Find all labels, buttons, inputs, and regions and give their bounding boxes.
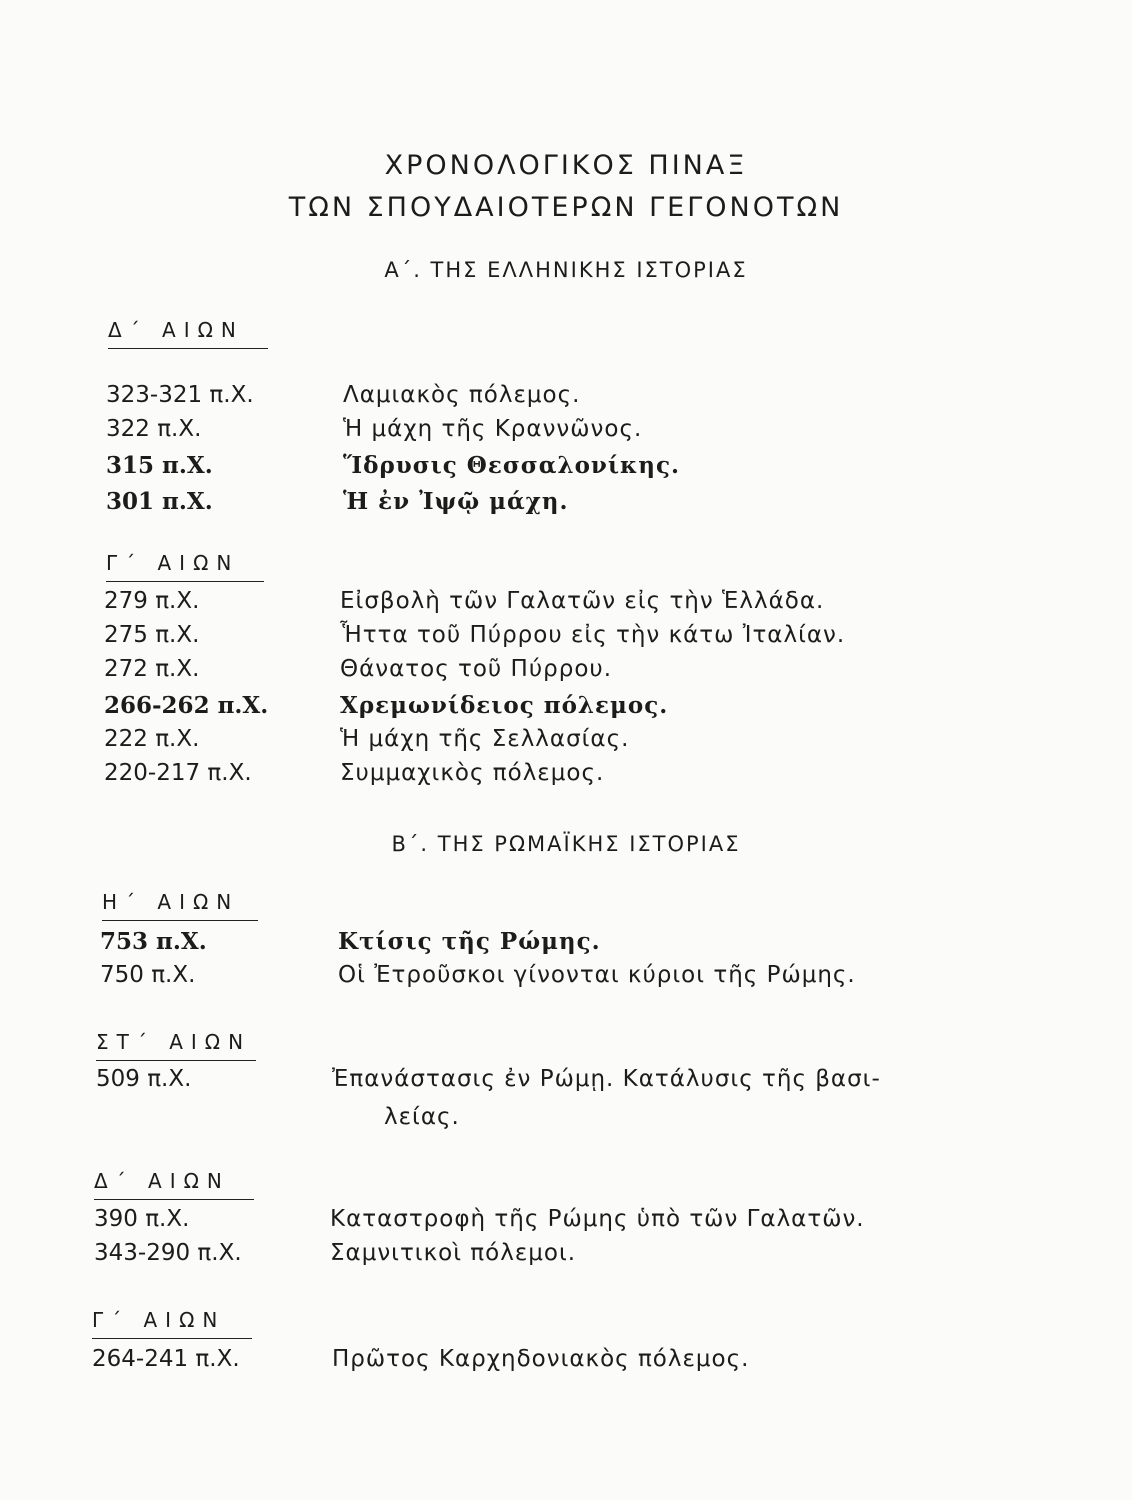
entry-event: Κτίσις τῆς Ρώμης.: [338, 928, 601, 955]
entry-event: Εἰσβολὴ τῶν Γαλατῶν εἰς τὴν Ἑλλάδα.: [340, 588, 825, 614]
entry-event: Ἧττα τοῦ Πύρρου εἰς τὴν κάτω Ἰταλίαν.: [340, 622, 846, 648]
entry-date: 509 π.Χ.: [96, 1066, 192, 1092]
entry-event: Πρῶτος Καρχηδονιακὸς πόλεμος.: [332, 1346, 750, 1372]
entry-event: Καταστροφὴ τῆς Ρώμης ὑπὸ τῶν Γαλατῶν.: [330, 1206, 865, 1232]
entry-date: 266-262 π.Χ.: [104, 692, 269, 719]
entry-event: Λαμιακὸς πόλεμος.: [343, 382, 581, 408]
entry-event: Οἱ Ἐτροῦσκοι γίνονται κύριοι τῆς Ρώμης.: [338, 962, 856, 988]
entry-event-continuation: λείας.: [384, 1104, 460, 1130]
entry-event: Ἵδρυσις Θεσσαλονίκης.: [343, 452, 680, 479]
entry-event: Ἡ ἐν Ἰψῷ μάχη.: [343, 488, 569, 515]
page-title-line-1: ΧΡΟΝΟΛΟΓΙΚΟΣ ΠΙΝΑΞ: [384, 150, 748, 181]
century-label-3rd-roman: Γ΄ ΑΙΩΝ: [92, 1308, 252, 1339]
entry-event: Χρεμωνίδειος πόλεμος.: [340, 692, 669, 719]
entry-date: 264-241 π.Χ.: [92, 1346, 240, 1372]
century-label-6th: ΣΤ΄ ΑΙΩΝ: [96, 1030, 256, 1061]
entry-date: 301 π.Χ.: [106, 488, 213, 515]
entry-date: 275 π.Χ.: [104, 622, 200, 648]
entry-date: 315 π.Χ.: [106, 452, 213, 479]
century-label-4th-roman: Δ΄ ΑΙΩΝ: [94, 1169, 254, 1200]
entry-date: 272 π.Χ.: [104, 656, 200, 682]
entry-date: 322 π.Χ.: [106, 416, 202, 442]
century-label-3rd: Γ΄ ΑΙΩΝ: [106, 551, 264, 582]
entry-date: 343-290 π.Χ.: [94, 1240, 242, 1266]
section-heading-roman-history: Β΄. ΤΗΣ ΡΩΜΑΪΚΗΣ ΙΣΤΟΡΙΑΣ: [391, 832, 741, 856]
entry-event: Ἐπανάστασις ἐν Ρώμῃ. Κατάλυσις τῆς βασι-: [332, 1066, 881, 1092]
entry-event: Ἡ μάχη τῆς Κραννῶνος.: [343, 416, 643, 442]
entry-date: 750 π.Χ.: [100, 962, 196, 988]
century-label-8th: Η΄ ΑΙΩΝ: [102, 890, 258, 921]
entry-event: Θάνατος τοῦ Πύρρου.: [340, 656, 613, 682]
entry-date: 390 π.Χ.: [94, 1206, 190, 1232]
entry-event: Ἡ μάχη τῆς Σελλασίας.: [340, 726, 630, 752]
century-label-4th: Δ΄ ΑΙΩΝ: [108, 318, 268, 349]
entry-date: 323-321 π.Χ.: [106, 382, 254, 408]
section-heading-greek-history: Α΄. ΤΗΣ ΕΛΛΗΝΙΚΗΣ ΙΣΤΟΡΙΑΣ: [384, 258, 748, 282]
entry-date: 220-217 π.Χ.: [104, 760, 252, 786]
entry-event: Συμμαχικὸς πόλεμος.: [340, 760, 605, 786]
page-title-line-2: ΤΩΝ ΣΠΟΥΔΑΙΟΤΕΡΩΝ ΓΕΓΟΝΟΤΩΝ: [288, 192, 844, 223]
entry-date: 279 π.Χ.: [104, 588, 200, 614]
entry-date: 753 π.Χ.: [100, 928, 207, 955]
entry-date: 222 π.Χ.: [104, 726, 200, 752]
entry-event: Σαμνιτικοὶ πόλεμοι.: [330, 1240, 577, 1266]
